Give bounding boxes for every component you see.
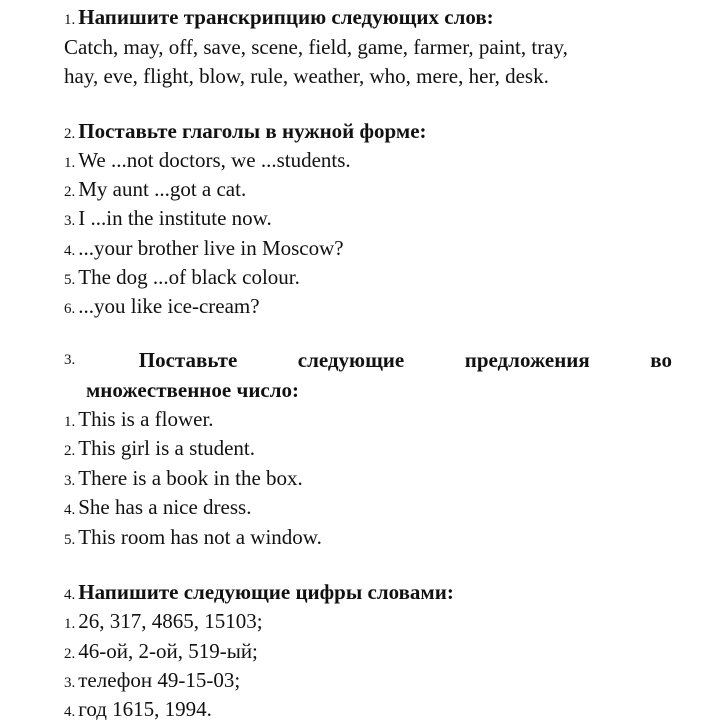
section-number: 1.: [64, 12, 76, 28]
section-3-heading-line2: множественное число:: [86, 378, 300, 402]
section-heading-text: Напишите транскрипцию следующих слов:: [78, 5, 494, 29]
list-item: [64, 175, 246, 206]
item-text: I ...in the institute now.: [78, 206, 272, 230]
section-2-heading: [64, 117, 427, 148]
item-text: 46-ой, 2-ой, 519-ый;: [78, 639, 258, 663]
item-text: 26, 317, 4865, 15103;: [78, 609, 263, 633]
section-1-text-line: Catch, may, off, save, scene, field, game, farmer, paint, tray,: [64, 35, 568, 59]
item-number: 4.: [64, 243, 76, 259]
item-text: This is a flower.: [78, 407, 214, 431]
list-item: [64, 493, 251, 524]
list-item: [64, 695, 212, 726]
item-text: She has a nice dress.: [78, 495, 252, 519]
section-number: 2.: [64, 126, 76, 142]
list-item: [64, 263, 300, 294]
section-3-heading: [64, 346, 672, 374]
item-number: 3.: [64, 675, 76, 691]
list-item: [64, 146, 351, 177]
item-number: 5.: [64, 272, 76, 288]
list-item: [64, 204, 272, 235]
item-number: 3.: [64, 473, 76, 489]
list-item: [64, 607, 263, 638]
section-4-heading: [64, 578, 454, 609]
section-heading-text: Поставьте глаголы в нужной форме:: [78, 119, 427, 143]
item-number: 4.: [64, 502, 76, 518]
section-number: 3.: [64, 352, 76, 368]
section-number: 4.: [64, 587, 76, 603]
item-text: My aunt ...got a cat.: [78, 177, 247, 201]
list-item: [64, 523, 322, 554]
item-number: 4.: [64, 704, 76, 720]
item-number: 6.: [64, 301, 76, 317]
heading-word: следующие: [297, 348, 405, 372]
list-item: [64, 292, 260, 323]
list-item: [64, 405, 214, 436]
list-item: [64, 234, 344, 265]
item-number: 1.: [64, 616, 76, 632]
item-text: телефон 49-15-03;: [78, 668, 241, 692]
heading-word: во: [650, 348, 672, 372]
list-item: [64, 666, 240, 697]
item-number: 5.: [64, 532, 76, 548]
item-number: 1.: [64, 414, 76, 430]
item-text: There is a book in the box.: [78, 466, 303, 490]
list-item: [64, 434, 255, 465]
item-text: The dog ...of black colour.: [78, 265, 300, 289]
section-heading-text: Напишите следующие цифры словами:: [78, 580, 454, 604]
item-text: This room has not a window.: [78, 525, 322, 549]
item-text: ...your brother live in Moscow?: [78, 236, 344, 260]
section-1-heading: [64, 3, 494, 34]
item-number: 2.: [64, 646, 76, 662]
list-item: [64, 637, 258, 668]
heading-word: Поставьте: [138, 348, 238, 372]
item-number: 3.: [64, 213, 76, 229]
item-text: We ...not doctors, we ...students.: [78, 148, 351, 172]
heading-word: предложения: [464, 348, 590, 372]
section-1-text-line: hay, eve, flight, blow, rule, weather, who, mere, her, desk.: [64, 64, 549, 88]
item-text: ...you like ice-cream?: [78, 294, 260, 318]
item-text: This girl is a student.: [78, 436, 255, 460]
item-number: 1.: [64, 155, 76, 171]
item-number: 2.: [64, 184, 76, 200]
list-item: [64, 464, 303, 495]
item-number: 2.: [64, 443, 76, 459]
item-text: год 1615, 1994.: [78, 697, 212, 721]
